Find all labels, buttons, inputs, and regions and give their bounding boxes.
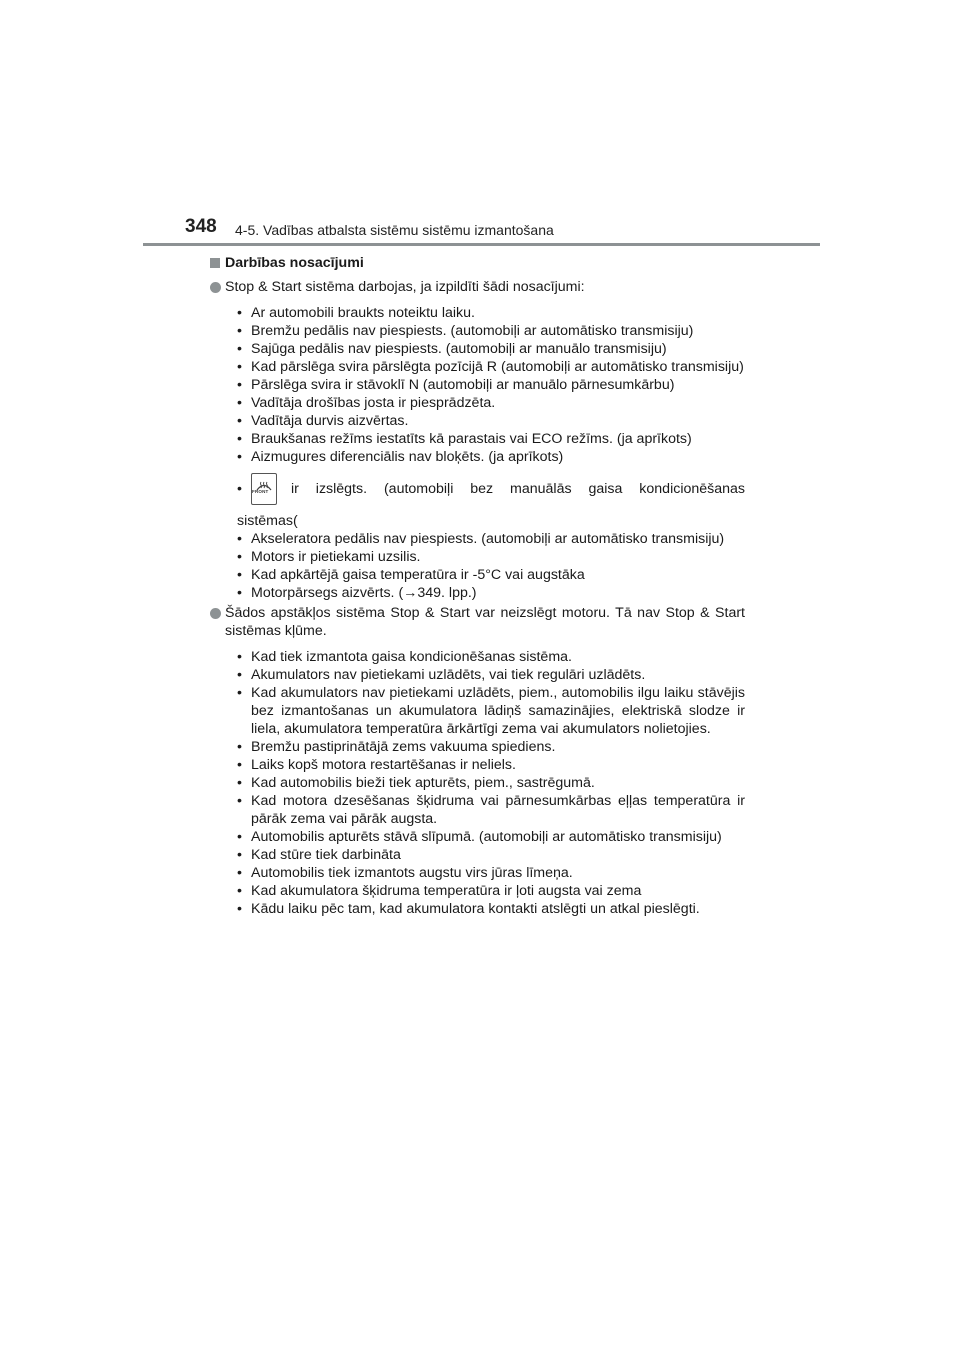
lead-text: Šādos apstākļos sistēma Stop & Start var neizslēgt motoru. Tā nav Stop & Start sistēmas kļūme. — [225, 605, 745, 639]
square-bullet-icon — [210, 258, 220, 268]
list-item: • Kad apkārtējā gaisa temperatūra ir -5°C vai augstāka — [237, 567, 585, 583]
list-item: • Kādu laiku pēc tam, kad akumulatora kontakti atslēgti un atkal pieslēgti. — [237, 901, 700, 917]
front-defogger-icon — [251, 473, 277, 505]
page-number: 348 — [185, 216, 217, 237]
list-item: • Akseleratora pedālis nav piespiests. (automobiļi ar automātisko transmisiju) — [237, 531, 725, 547]
non-stop-conditions-list — [210, 648, 745, 918]
list-item: • Braukšanas režīms iestatīts kā parastais vai ECO režīms. (ja aprīkots) — [237, 431, 692, 447]
list-item: • Kad automobilis bieži tiek apturēts, piem., sastrēgumā. — [237, 775, 595, 791]
list-item: • Ar automobili braukts noteiktu laiku. — [237, 305, 475, 321]
lead-text: Stop & Start sistēma darbojas, ja izpildīti šādi nosacījumi: — [225, 279, 585, 295]
list-item: • Kad pārslēga svira pārslēgta pozīcijā R (automobiļi ar automātisko transmisiju) — [237, 359, 744, 375]
list-item: • Motors ir pietiekami uzsilis. — [237, 549, 421, 565]
section-title: 4-5. Vadības atbalsta sistēmu sistēmu izmantošana — [235, 222, 554, 238]
defogger-text: ir izslēgts. (automobiļi bez manuālās gaisa kondicionēšanas — [291, 481, 745, 497]
condition-group-lead — [210, 278, 745, 296]
defogger-text-cont: sistēmas( — [237, 513, 298, 529]
list-item-defogger: • FRONT ir izslēgts. (automobiļi bez manuālās gaisa kondicionēšanas sistēmas( — [237, 470, 745, 530]
list-item: • Vadītāja durvis aizvērtas. — [237, 413, 409, 429]
list-item: • Automobilis tiek izmantots augstu virs jūras līmeņa. — [237, 865, 573, 881]
icon-label: FRONT — [252, 489, 269, 494]
list-item: • Kad akumulators nav pietiekami uzlādēts, piem., automobilis ilgu laiku stāvējis bez izmantošanas un akumulatora lādiņš samazinājies, elektriskā slodze ir liela, akumulatora temperatūra ārkārtīgi zema vai akumulators nolietojies. — [237, 685, 745, 737]
list-item: • Vadītāja drošības josta ir piesprādzēta. — [237, 395, 496, 411]
list-item: • Kad motora dzesēšanas šķidruma vai pārnesumkārbas eļļas temperatūra ir pārāk zema vai pārāk augsta. — [237, 793, 745, 827]
list-item: • Automobilis apturēts stāvā slīpumā. (automobiļi ar automātisko transmisiju) — [237, 829, 722, 845]
list-item: • Kad stūre tiek darbināta — [237, 847, 401, 863]
list-item: • Laiks kopš motora restartēšanas ir neliels. — [237, 757, 516, 773]
heading-text: Darbības nosacījumi — [225, 255, 364, 271]
condition-group-lead — [210, 604, 745, 640]
list-item: • Kad tiek izmantota gaisa kondicionēšanas sistēma. — [237, 649, 572, 665]
list-item: • Akumulators nav pietiekami uzlādēts, vai tiek regulāri uzlādēts. — [237, 667, 646, 683]
list-item: • Aizmugures diferenciālis nav bloķēts. (ja aprīkots) — [237, 449, 564, 465]
list-item: • Motorpārsegs aizvērts. (→349. lpp.) — [237, 585, 477, 601]
list-item: • Sajūga pedālis nav piespiests. (automobiļi ar manuālo transmisiju) — [237, 341, 667, 357]
operating-conditions-list — [210, 304, 745, 602]
subsection-heading — [210, 254, 745, 272]
page-content — [210, 254, 745, 920]
list-item: • Pārslēga svira ir stāvoklī N (automobiļi ar manuālo pārnesumkārbu) — [237, 377, 675, 393]
list-item: • Kad akumulatora šķidruma temperatūra ir ļoti augsta vai zema — [237, 883, 642, 899]
list-item: • Bremžu pedālis nav piespiests. (automobiļi ar automātisko transmisiju) — [237, 323, 694, 339]
list-item: • Bremžu pastiprinātājā zems vakuuma spiediens. — [237, 739, 556, 755]
circle-bullet-icon — [210, 282, 221, 293]
header-rule — [143, 243, 820, 246]
circle-bullet-icon — [210, 608, 221, 619]
